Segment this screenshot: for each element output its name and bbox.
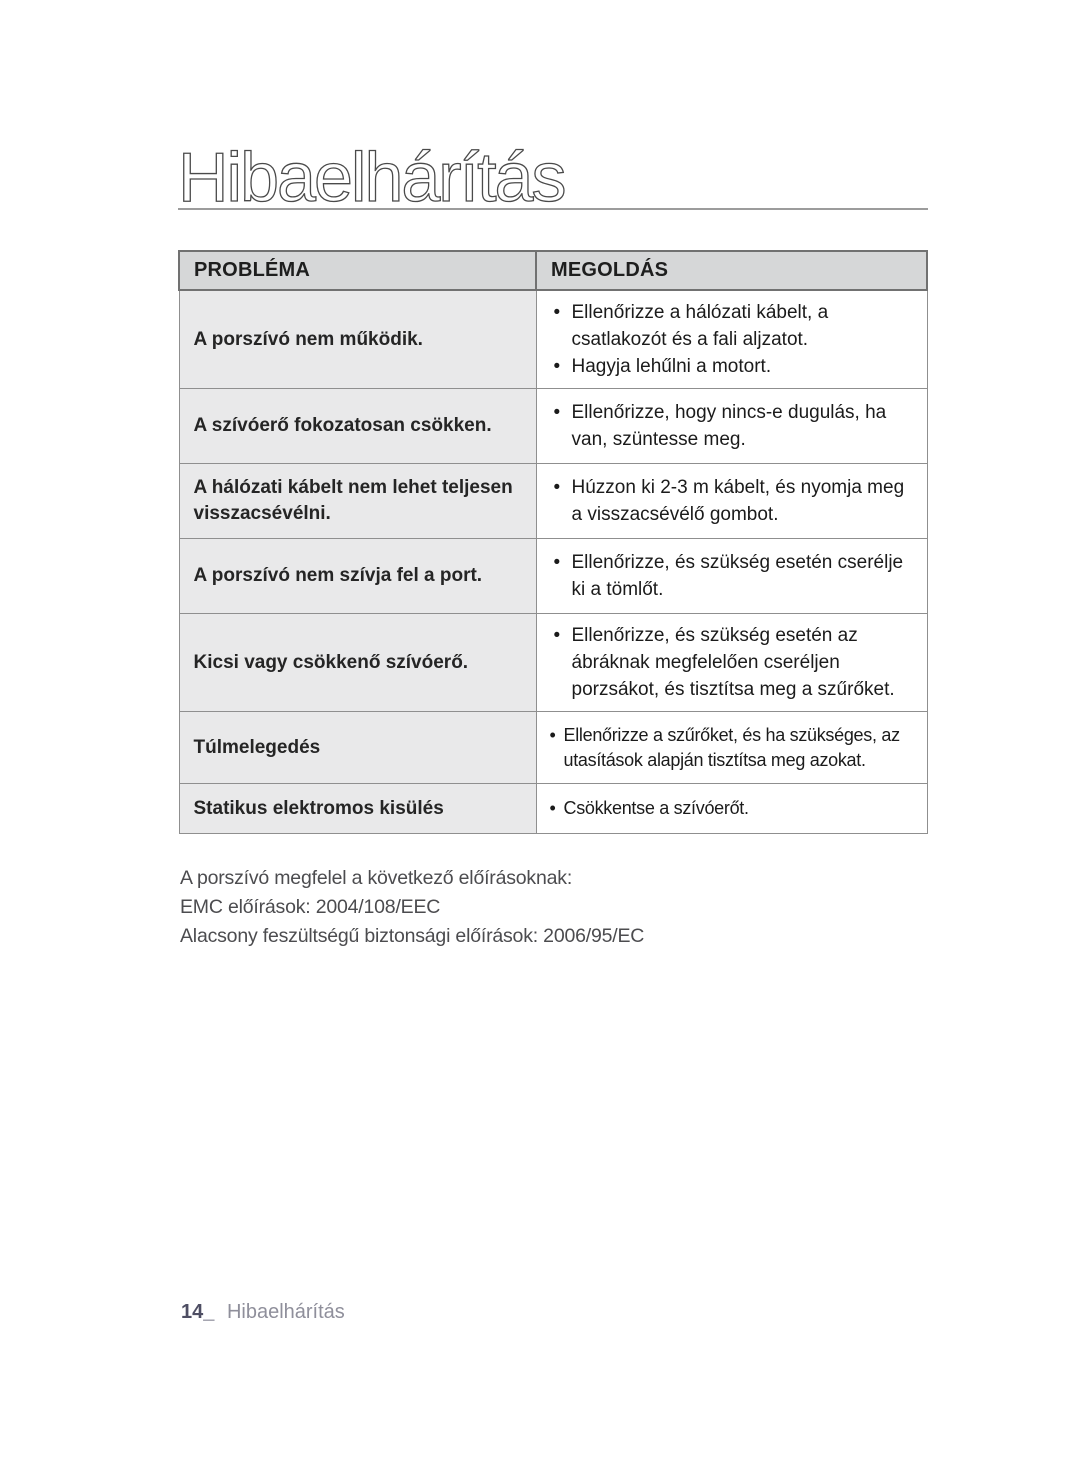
solution-cell (536, 290, 927, 389)
table-row (179, 464, 927, 539)
page-footer (181, 1301, 345, 1324)
problem-cell (179, 464, 536, 539)
solution-cell (536, 784, 927, 834)
solution-cell (536, 712, 927, 784)
solution-item: • Húzzon ki 2-3 m kábelt, és nyomja meg a visszacsévélő gombot. (553, 474, 917, 528)
page-title-text: Hibaelhárítás (178, 144, 565, 208)
problem-text: A szívóerő fokozatosan csökken. (193, 415, 492, 436)
compliance-note (180, 864, 644, 951)
title-block (178, 144, 928, 210)
column-header-problem: PROBLÉMA (179, 251, 536, 290)
solution-item: • Ellenőrizze a hálózati kábelt, a csatlakozót és a fali aljzatot. (553, 299, 917, 353)
problem-cell (179, 614, 536, 712)
compliance-line: Alacsony feszültségű biztonsági előírások: 2006/95/EC (180, 925, 645, 947)
solution-item: • Hagyja lehűlni a motort. (553, 353, 917, 380)
solution-list (553, 399, 917, 453)
troubleshooting-table (178, 250, 928, 834)
table-row (179, 290, 927, 389)
table-row (179, 614, 927, 712)
solution-cell (536, 614, 927, 712)
solution-list (553, 474, 917, 528)
problem-text: Statikus elektromos kisülés (193, 797, 444, 819)
problem-cell (179, 539, 536, 614)
problem-text: A hálózati kábelt nem lehet teljesen visszacsévélni. (193, 477, 513, 524)
problem-cell (179, 712, 536, 784)
column-header-solution: MEGOLDÁS (536, 251, 927, 290)
problem-text: A porszívó nem szívja fel a port. (193, 565, 483, 586)
solution-cell (536, 389, 927, 464)
problem-cell (179, 290, 536, 389)
solution-list (549, 723, 917, 773)
solution-item: • Ellenőrizze, és szükség esetén az ábráknak megfelelően cseréljen porzsákot, és tisztítsa meg a szűrőket. (553, 622, 917, 703)
solution-item: • Ellenőrizze, és szükség esetén cserélje ki a tömlőt. (553, 549, 917, 603)
solution-list (553, 549, 917, 603)
problem-text: Túlmelegedés (193, 736, 321, 758)
solution-cell (536, 539, 927, 614)
solution-list (549, 796, 917, 821)
solution-list (553, 299, 917, 380)
table-body (179, 290, 927, 834)
solution-item: • Csökkentse a szívóerőt. (549, 796, 917, 821)
page-number: 14 (181, 1301, 204, 1323)
solution-item: • Ellenőrizze, hogy nincs-e dugulás, ha van, szüntesse meg. (553, 399, 917, 453)
table-row (179, 389, 927, 464)
problem-cell (179, 389, 536, 464)
problem-cell (179, 784, 536, 834)
problem-text: Kicsi vagy csökkenő szívóerő. (193, 651, 469, 673)
solution-item: • Ellenőrizze a szűrőket, és ha szükséges, az utasítások alapján tisztítsa meg azokat. (549, 723, 917, 773)
compliance-line: A porszívó megfelel a következő előírásoknak: (180, 867, 573, 889)
page-title (178, 144, 928, 208)
solution-cell (536, 464, 927, 539)
problem-text: A porszívó nem működik. (193, 328, 423, 350)
page-number-separator: _ (203, 1301, 215, 1323)
footer-section-title: Hibaelhárítás (226, 1301, 345, 1323)
compliance-line: EMC előírások: 2004/108/EEC (180, 896, 441, 918)
table-row (179, 539, 927, 614)
solution-list (553, 622, 917, 703)
table-header-row (179, 251, 927, 290)
table-row (179, 784, 927, 834)
table-row (179, 712, 927, 784)
